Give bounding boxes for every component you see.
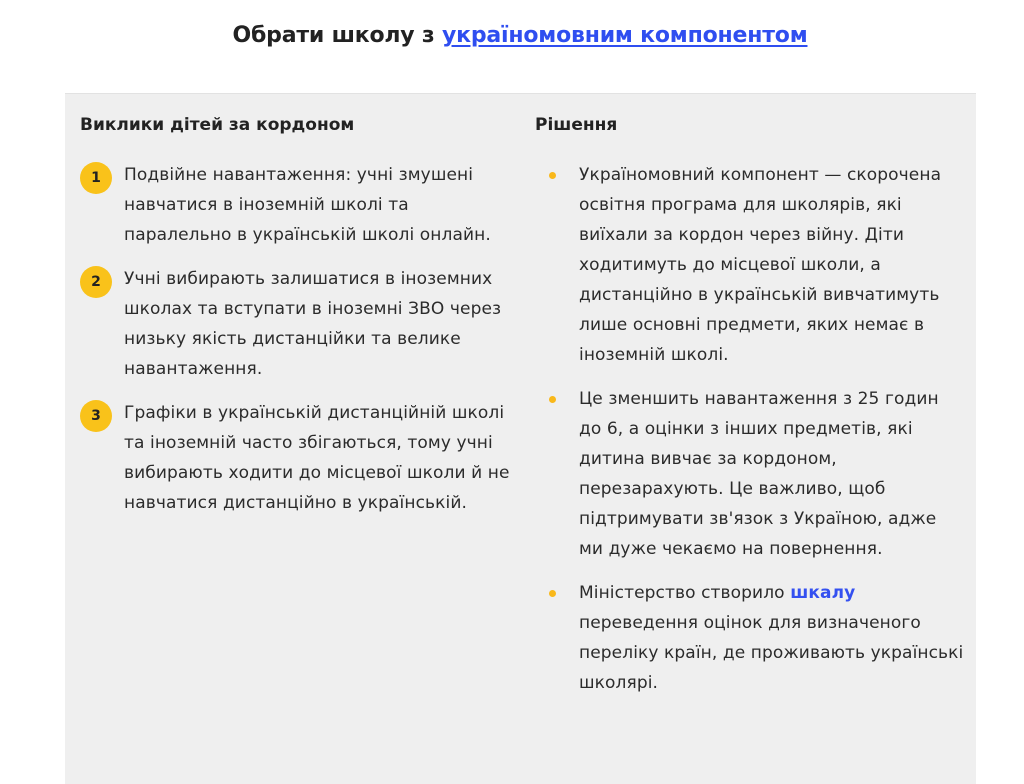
solution-text-2: Це зменшить навантаження з 25 годин до 6, а оцінки з інших предметів, які дитина вивчає за кордоном, перезарахують. Це важливо, щоб підтримувати зв'язок з Україною, адже ми дуже чекаємо на повернення. — [579, 389, 939, 559]
solutions-list — [535, 160, 965, 712]
solution-item-2 — [535, 384, 965, 564]
ukr-component-link[interactable]: україномовним компонентом — [441, 23, 808, 48]
challenges-list — [80, 160, 520, 532]
bullet-dot-icon — [549, 172, 556, 179]
solution-text-3-before: Міністерство створило — [579, 583, 785, 603]
number-badge-3: 3 — [80, 400, 112, 432]
page-title — [0, 20, 1024, 52]
content-panel — [65, 93, 976, 784]
challenge-text-3: Графіки в українській дистанційній школі та іноземній часто збігаються, тому учні вибирають ходити до місцевої школи й не навчатися дистанційно в українській. — [124, 403, 510, 513]
challenges-heading: Виклики дітей за кордоном — [80, 115, 355, 135]
bullet-dot-icon — [549, 590, 556, 597]
solution-text-1: Україномовний компонент — скорочена освітня програма для школярів, які виїхали за кордон через війну. Діти ходитимуть до місцевої школи, а дистанційно в українській вивчатимуть лише основні предмети, яких немає в іноземній школі. — [579, 165, 942, 365]
challenge-text-1: Подвійне навантаження: учні змушені навчатися в іноземній школі та паралельно в українській школі онлайн. — [124, 165, 491, 245]
page-title-prefix: Обрати школу з — [232, 23, 435, 48]
bullet-dot-icon — [549, 396, 556, 403]
challenge-item-3 — [80, 398, 520, 518]
number-badge-1: 1 — [80, 162, 112, 194]
challenge-item-1 — [80, 160, 520, 250]
challenge-text-2: Учні вибирають залишатися в іноземних школах та вступати в іноземні ЗВО через низьку якість дистанційки та велике навантаження. — [124, 269, 502, 379]
solution-heading: Рішення — [535, 115, 618, 135]
solution-item-1 — [535, 160, 965, 370]
solution-text-3-after: переведення оцінок для визначеного переліку країн, де проживають українські школярі. — [579, 613, 964, 693]
grade-scale-link[interactable]: шкалу — [790, 583, 856, 603]
challenge-item-2 — [80, 264, 520, 384]
number-badge-2: 2 — [80, 266, 112, 298]
solution-item-3 — [535, 578, 965, 698]
